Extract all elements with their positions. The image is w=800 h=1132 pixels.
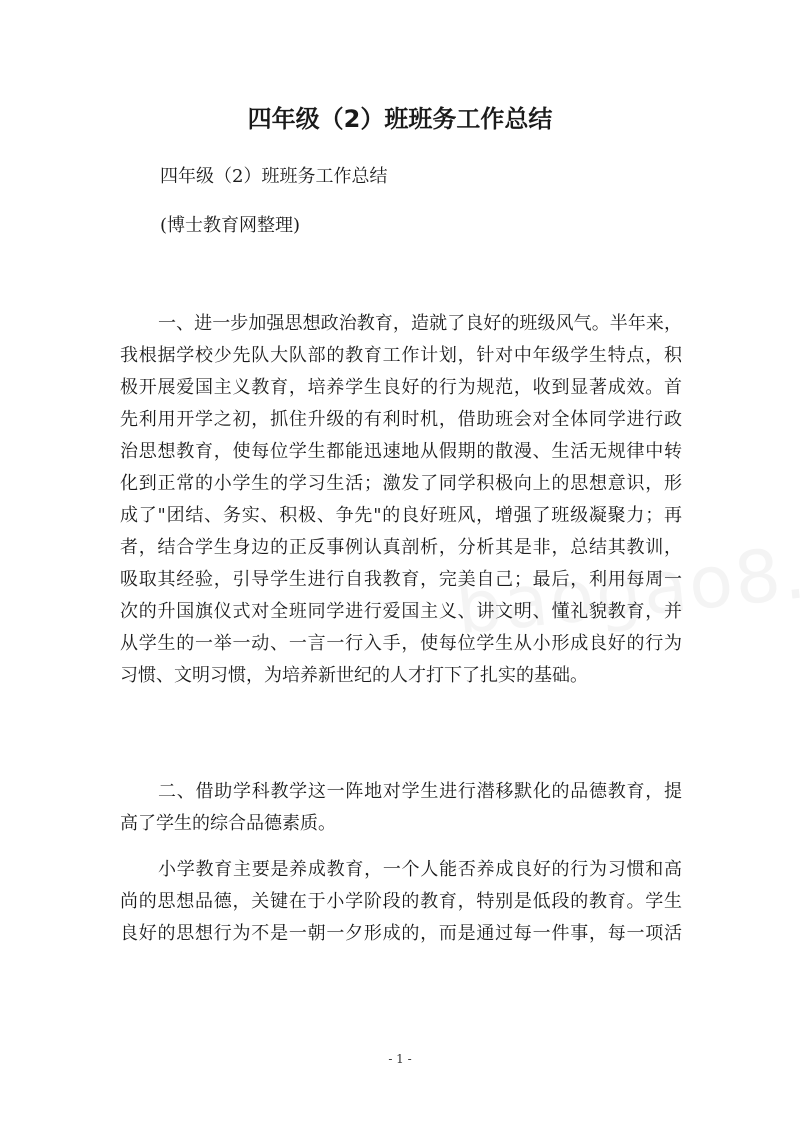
subtitle: 四年级（2）班班务工作总结 xyxy=(160,166,388,187)
paragraph-line: 治思想教育，使每位学生都能迅速地从假期的散漫、生活无规律中转 xyxy=(120,441,682,462)
paragraph-line: 我根据学校少先队大队部的教育工作计划，针对中年级学生特点，积 xyxy=(120,345,682,366)
paragraph-line: 一、进一步加强思想政治教育，造就了良好的班级风气。半年来， xyxy=(158,313,682,334)
paragraph-line: 先利用开学之初，抓住升级的有利时机，借助班会对全体同学进行政 xyxy=(120,409,682,430)
paragraph-line: 者，结合学生身边的正反事例认真剖析，分析其是非，总结其教训， xyxy=(120,537,682,558)
paragraph-line: 良好的思想行为不是一朝一夕形成的，而是通过每一件事，每一项活 xyxy=(120,923,682,944)
page-number: - 1 - xyxy=(388,1052,412,1066)
paragraph-line: 习惯、文明习惯，为培养新世纪的人才打下了扎实的基础。 xyxy=(120,665,588,686)
paragraph-line: 次的升国旗仪式对全班同学进行爱国主义、讲文明、懂礼貌教育，并 xyxy=(120,601,682,622)
paragraph-line: 极开展爱国主义教育，培养学生良好的行为规范，收到显著成效。首 xyxy=(120,377,682,398)
source-note: (博士教育网整理) xyxy=(160,215,301,236)
paragraph-line: 二、借助学科教学这一阵地对学生进行潜移默化的品德教育，提 xyxy=(158,781,682,802)
paragraph-line: 成了"团结、务实、积极、争先"的良好班风，增强了班级凝聚力；再 xyxy=(120,505,682,526)
paragraph-line: 尚的思想品德，关键在于小学阶段的教育，特别是低段的教育。学生 xyxy=(120,891,682,912)
document-title: 四年级（2）班班务工作总结 xyxy=(247,105,553,133)
paragraph-line: 化到正常的小学生的学习生活；激发了同学积极向上的思想意识，形 xyxy=(120,473,682,494)
paragraph-line: 小学教育主要是养成教育，一个人能否养成良好的行为习惯和高 xyxy=(158,859,682,880)
paragraph-line: 高了学生的综合品德素质。 xyxy=(120,813,336,834)
paragraph-line: 从学生的一举一动、一言一行入手，使每位学生从小形成良好的行为 xyxy=(120,633,682,654)
paragraph-line: 吸取其经验，引导学生进行自我教育，完美自己；最后，利用每周一 xyxy=(120,569,682,590)
